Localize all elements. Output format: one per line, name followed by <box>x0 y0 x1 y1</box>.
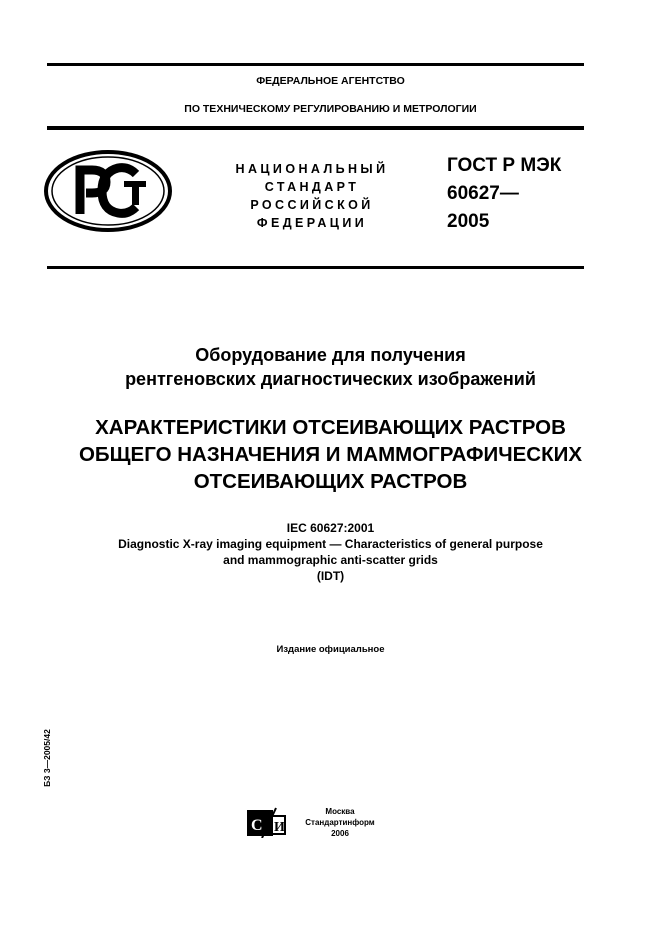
standard-type-line-3: РОССИЙСКОЙ <box>250 198 374 212</box>
standard-type-line-1: НАЦИОНАЛЬНЫЙ <box>235 162 389 176</box>
title-line-2: ОБЩЕГО НАЗНАЧЕНИЯ И МАММОГРАФИЧЕСКИХ <box>78 443 582 466</box>
publisher-year: 2006 <box>331 829 349 838</box>
iec-line-3: and mammographic anti-scatter grids <box>223 553 438 567</box>
side-code-text: БЗ 3—2005/42 <box>42 728 52 787</box>
standard-designation <box>447 152 561 236</box>
subtitle-line-1: Оборудование для получения <box>195 345 466 365</box>
gost-r-emblem-icon <box>44 150 172 232</box>
publisher-city: Москва <box>325 807 355 816</box>
title-line-1: ХАРАКТЕРИСТИКИ ОТСЕИВАЮЩИХ РАСТРОВ <box>95 416 566 439</box>
publisher-info <box>300 806 380 839</box>
subtitle-line-2: рентгеновских диагностических изображений <box>125 369 536 389</box>
standard-type-line-4: ФЕДЕРАЦИИ <box>256 216 368 230</box>
designation-line-2: 60627— <box>447 183 519 204</box>
publisher-name: Стандартинформ <box>305 818 375 827</box>
top-rule <box>47 63 584 66</box>
iec-reference <box>0 520 661 584</box>
iec-line-4: (IDT) <box>316 569 345 583</box>
agency-line-2: ПО ТЕХНИЧЕСКОМУ РЕГУЛИРОВАНИЮ И МЕТРОЛОГИИ <box>184 103 477 115</box>
standard-type-line-2: СТАНДАРТ <box>264 180 360 194</box>
svg-text:С: С <box>251 817 263 834</box>
standartinform-logo-icon <box>246 806 286 838</box>
designation-line-3: 2005 <box>447 211 490 232</box>
agency-line-1: ФЕДЕРАЛЬНОЕ АГЕНТСТВО <box>256 75 405 87</box>
side-code <box>40 720 54 795</box>
designation-line-1: ГОСТ Р МЭК <box>447 155 562 176</box>
svg-text:И: И <box>274 820 285 835</box>
title-line-3: ОТСЕИВАЮЩИХ РАСТРОВ <box>193 470 468 493</box>
iec-line-1: IEC 60627:2001 <box>286 521 375 535</box>
subtitle <box>0 343 661 391</box>
document-title <box>0 414 661 495</box>
middle-rule <box>47 266 584 269</box>
iec-line-2: Diagnostic X-ray imaging equipment — Characteristics of general purpose <box>118 537 543 551</box>
edition-label: Издание официальное <box>276 644 385 655</box>
header-rule <box>47 126 584 130</box>
standard-type <box>222 160 402 232</box>
